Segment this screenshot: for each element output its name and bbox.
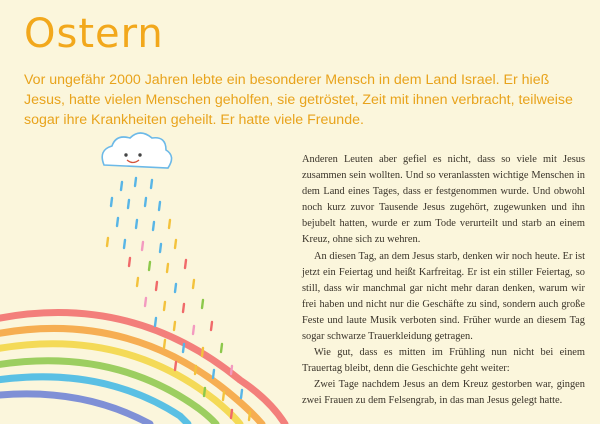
body-text: [302, 152, 585, 410]
body-paragraph: Anderen Leuten aber gefiel es nicht, dass so viele mit Jesus zusammen sein wollten. Und so veranlassten wichtige Menschen in dem Land eines Tages, dass er festgenommen wurde. Und obwohl noch kurz zuvor Tausende Jesus zugehört, zugewunken und ihn bejubelt hatten, wurde er zum Tode verurteilt und starb an einem Kreuz, ohne sich zu wehren.: [302, 154, 585, 246]
intro-paragraph: Vor ungefähr 2000 Jahren lebte ein besonderer Mensch in dem Land Israel. Er hieß Jesus, hatte vielen Menschen geholfen, sie getröstet, Zeit mit ihnen verbracht, teilweise sogar ihre Krankheiten geheilt. Er hatte viele Freunde.: [24, 72, 573, 128]
page-title: Ostern: [24, 11, 164, 57]
body-paragraph: An diesen Tag, an dem Jesus starb, denken wir noch heute. Er ist jetzt ein Feiertag und heißt Karfreitag. Er ist ein stiller Feiertag, so still, dass wir manchmal gar nicht mehr daran denken, warum wir frei haben und nicht nur die Geschäfte zu sind, sondern auch große Feste und laute Musik verboten sind. Früher wurde an diesem Tag sogar schwarze Trauerkleidung getragen.: [302, 250, 585, 343]
cloud-icon: [102, 133, 171, 168]
body-paragraph: Wie gut, dass es mitten im Frühling nun nicht bei einem Trauertag bleibt, denn die Geschichte geht weiter:: [302, 347, 585, 375]
body-paragraph: Zwei Tage nachdem Jesus an dem Kreuz gestorben war, gingen zwei Frauen zu dem Felsengrab, in das man Jesus gelegt hatte.: [302, 379, 585, 407]
